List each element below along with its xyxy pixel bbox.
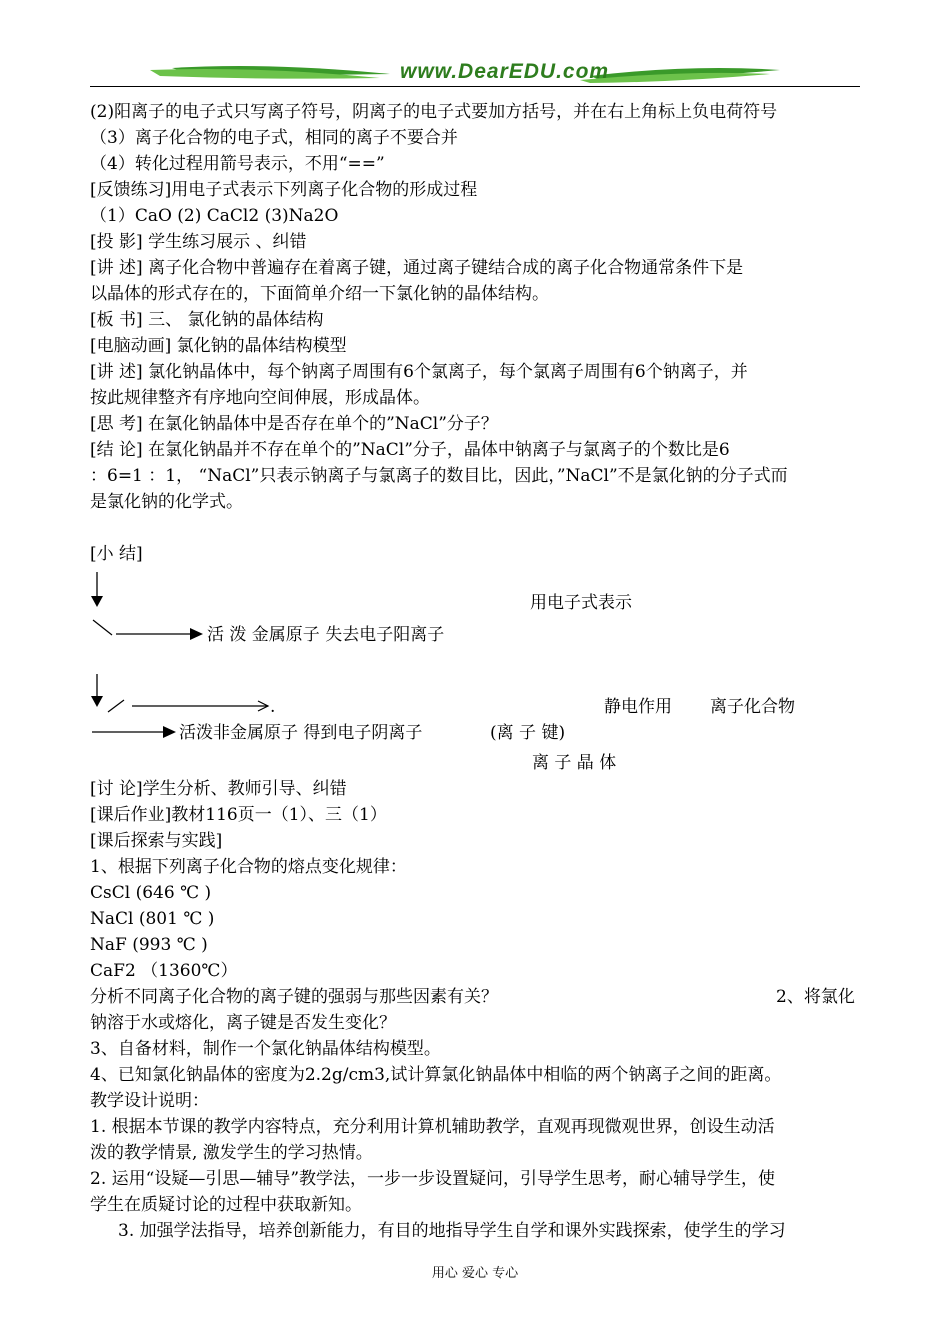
text-line: 以晶体的形式存在的，下面简单介绍一下氯化钠的晶体结构。 [90, 284, 549, 304]
text-line: [电脑动画] 氯化钠的晶体结构模型 [90, 336, 347, 356]
text-line: 学生在质疑讨论的过程中获取新知。 [90, 1195, 362, 1215]
text-line: (2)阳离子的电子式只写离子符号，阴离子的电子式要加方括号，并在右上角标上负电荷符号 [90, 102, 778, 122]
text-line: 1. 根据本节课的教学内容特点，充分利用计算机辅助教学，直观再现微观世界，创设生动活 [90, 1117, 775, 1137]
nonmetal-atom-row: 活泼非金属原子 得到电子阴离子 [179, 723, 423, 743]
text-line: [讨 论]学生分析、教师引导、纠错 [90, 779, 347, 799]
text-line: 泼的教学情景, 激发学生的学习热情。 [90, 1143, 373, 1163]
summary-heading: [小 结] [90, 544, 143, 564]
text-line: 3、自备材料，制作一个氯化钠晶体结构模型。 [90, 1039, 441, 1059]
text-line: （3）离子化合物的电子式，相同的离子不要合并 [90, 128, 458, 148]
text-line: [结 论] 在氯化钠晶并不存在单个的”NaCl”分子，晶体中钠离子与氯离子的个数比是6 [90, 440, 730, 460]
text-line: [投 影] 学生练习展示 、纠错 [90, 232, 307, 252]
text-line: 3. 加强学法指导，培养创新能力，有目的地指导学生自学和课外实践探索，使学生的学习 [118, 1221, 786, 1241]
text-line: 2、将氯化 [776, 987, 855, 1007]
text-line: 4、已知氯化钠晶体的密度为2.2g/cm3,试计算氯化钠晶体中相临的两个钠离子之间的距离。 [90, 1065, 782, 1085]
text-line: 是氯化钠的化学式。 [90, 492, 243, 512]
text-line: 2. 运用“设疑—引思—辅导”教学法，一步一步设置疑问，引导学生思考，耐心辅导学生，使 [90, 1169, 776, 1189]
text-line: （4）转化过程用箭号表示，不用“==” [90, 154, 385, 174]
ionic-crystal-label: 离 子 晶 体 [532, 753, 617, 773]
text-line: 按此规律整齐有序地向空间伸展，形成晶体。 [90, 388, 430, 408]
text-line: （1）CaO (2) CaCl2 (3)Na2O [90, 206, 339, 226]
text-line: [讲 述] 氯化钠晶体中，每个钠离子周围有6个氯离子，每个氯离子周围有6个钠离子，并 [90, 362, 748, 382]
melting-point-item: NaF (993 ℃ ) [90, 935, 208, 955]
melting-point-item: CaF2 （1360℃） [90, 961, 238, 981]
ionic-bond-label: (离 子 键) [490, 723, 566, 743]
text-line: [板 书] 三、 氯化钠的晶体结构 [90, 310, 324, 330]
text-line: [反馈练习]用电子式表示下列离子化合物的形成过程 [90, 180, 478, 200]
electrostatic-label: 静电作用 [604, 697, 672, 717]
text-line: [课后作业]教材116页一（1）、三（1） [90, 805, 387, 825]
text-line: [思 考] 在氯化钠晶体中是否存在单个的”NaCl”分子？ [90, 414, 498, 434]
text-line: 教学设计说明： [90, 1091, 209, 1111]
text-line: [讲 述] 离子化合物中普遍存在着离子键，通过离子键结合成的离子化合物通常条件下是 [90, 258, 744, 278]
text-line: 钠溶于水或熔化，离子键是否发生变化？ [90, 1013, 396, 1033]
text-line: 1、根据下列离子化合物的熔点变化规律： [90, 857, 407, 877]
melting-point-item: CsCl (646 ℃ ) [90, 883, 212, 903]
arrow-end-dot: . [270, 697, 276, 717]
ionic-compound-label: 离子化合物 [710, 697, 795, 717]
electron-formula-label: 用电子式表示 [530, 593, 632, 613]
text-line: 分析不同离子化合物的离子键的强弱与那些因素有关？ [90, 987, 498, 1007]
melting-point-item: NaCl (801 ℃ ) [90, 909, 215, 929]
metal-atom-row: 活 泼 金属原子 失去电子阳离子 [207, 625, 445, 645]
site-logo-text: www.DearEDU.com [400, 60, 610, 83]
page-footer: 用心 爱心 专心 [431, 1266, 519, 1281]
text-line: [课后探索与实践] [90, 831, 223, 851]
text-line: ：6=1 ：1， “NaCl”只表示钠离子与氯离子的数目比，因此，”NaCl”不是氯化钠的分子式而 [90, 466, 788, 486]
